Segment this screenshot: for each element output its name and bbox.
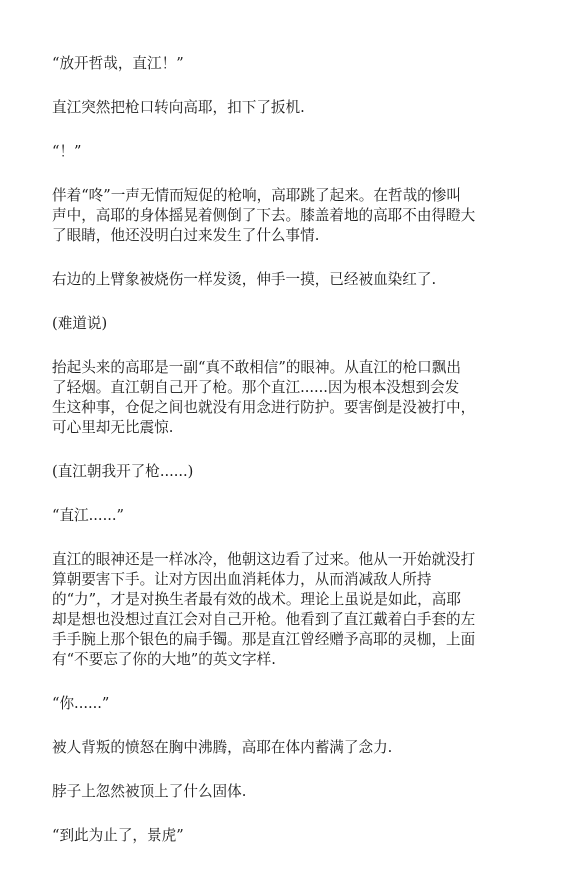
paragraph-3: “！” [52, 143, 82, 160]
paragraph-11: “你......” [52, 695, 110, 712]
paragraph-7: 抬起头来的高耶是一副“真不敢相信”的眼神。从直江的枪口飘出 了轻烟。直江朝自己开了枪。那个直江......因为根本没想到会发 生这种事，仓促之间也就没有用念进行防护。要害倒是没被打中， 可心里却无比震惊. [52, 359, 476, 436]
paragraph-4: 伴着“咚”一声无情而短促的枪响，高耶跳了起来。在哲哉的惨叫 声中，高耶的身体摇晃着侧倒了下去。膝盖着地的高耶不由得瞪大 了眼睛，他还没明白过来发生了什么事情. [52, 187, 476, 244]
paragraph-1: “放开哲哉，直江！” [52, 55, 184, 72]
paragraph-2: 直江突然把枪口转向高耶，扣下了扳机. [52, 99, 305, 116]
document-page [52, 54, 548, 870]
paragraph-5: 右边的上臂象被烧伤一样发烫，伸手一摸，已经被血染红了. [52, 271, 437, 288]
paragraph-13: 脖子上忽然被顶上了什么固体. [52, 783, 247, 800]
paragraph-10: 直江的眼神还是一样冰冷，他朝这边看了过来。他从一开始就没打 算朝要害下手。让对方因出血消耗体力，从而消减敌人所持 的“力”，才是对换生者最有效的战术。理论上虽说是如此，高耶 却是想也没想过直江会对自己开枪。他看到了直江戴着白手套的左 手手腕上那个银色的扁手镯。那是直江曾经赠予高耶的灵枷，上面 有“不要忘了你的大地”的英文字样. [52, 551, 476, 668]
paragraph-9: “直江......” [52, 507, 124, 524]
paragraph-12: 被人背叛的愤怒在胸中沸腾，高耶在体内蓄满了念力. [52, 739, 393, 756]
paragraph-8: (直江朝我开了枪......) [52, 463, 194, 480]
paragraph-6: (难道说) [52, 315, 108, 332]
paragraph-14: “到此为止了，景虎” [52, 827, 184, 844]
